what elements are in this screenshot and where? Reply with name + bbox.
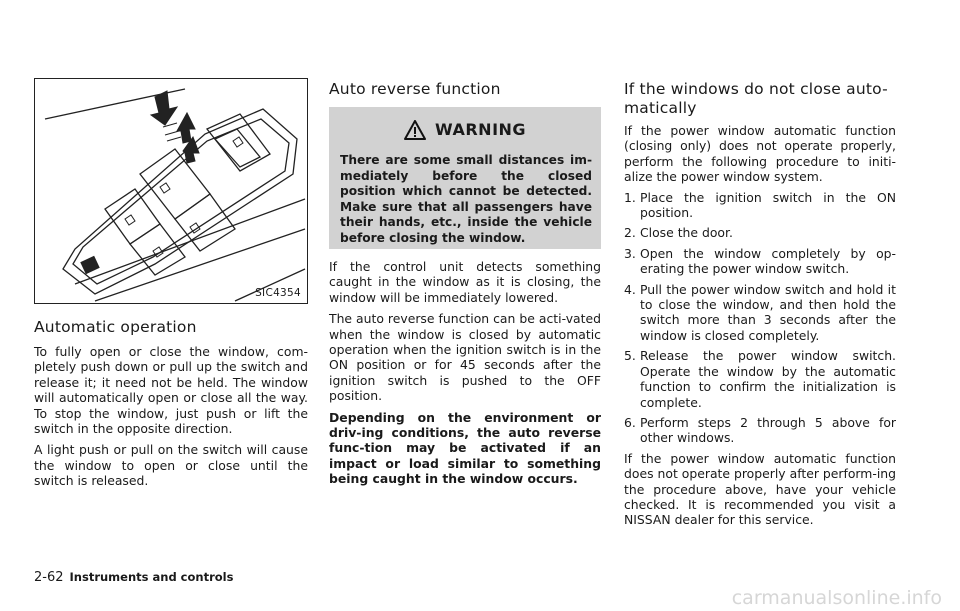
page-footer	[34, 570, 233, 585]
page-number: 2-62	[34, 570, 64, 585]
step-item: 6. Perform steps 2 through 5 above for other windows.	[624, 414, 896, 446]
paragraph: If the power window automatic function (closing only) does not operate properly, perform the following procedure to initi-alize the power window system.	[624, 123, 896, 185]
procedure-steps	[624, 190, 896, 446]
figure-code: SIC4354	[255, 287, 301, 299]
window-switch-drawing	[35, 79, 308, 304]
paragraph: A light push or pull on the switch will cause the window to open or close until the switch is released.	[34, 442, 308, 489]
step-item: 3. Open the window completely by op-erating the power window switch.	[624, 245, 896, 277]
watermark: carmanualsonline.info	[731, 587, 942, 609]
step-item: 2. Close the door.	[624, 225, 733, 241]
paragraph: If the power window automatic function does not operate properly after perform-ing the procedure above, have your vehicle checked. It is recommended you visit a NISSAN dealer for this service.	[624, 450, 896, 528]
middle-column	[329, 259, 601, 487]
heading-windows-not-close: If the windows do not close auto-matically	[624, 80, 888, 117]
heading-automatic-operation: Automatic operation	[34, 318, 197, 336]
paragraph: To fully open or close the window, com-pletely push down or pull up the switch and release it; it need not be held. The window will automatically open or close all the way. To stop the window, just push or lift the switch in the opposite direction.	[34, 344, 308, 437]
step-item: 5. Release the power window switch. Operate the window by the automatic function to confirm the initialization is complete.	[624, 348, 896, 410]
paragraph-bold: Depending on the environment or driv-ing conditions, the auto reverse func-tion may be activated if an impact or load similar to something being caught in the window occurs.	[329, 409, 601, 487]
warning-box	[329, 107, 601, 249]
warning-text: There are some small distances im-mediately before the closed position which cannot be detected. Make sure that all passengers have their hands, etc., inside the vehicle before closing the window.	[340, 153, 592, 245]
middle-column-heading-wrap	[329, 80, 601, 98]
step-item: 1. Place the ignition switch in the ON position.	[624, 189, 896, 221]
right-column	[624, 80, 896, 528]
step-item: 4. Pull the power window switch and hold it to close the window, and then hold the switch more than 3 seconds after the window is closed completely.	[624, 281, 896, 343]
left-column	[34, 318, 308, 489]
section-name: Instruments and controls	[69, 570, 234, 584]
heading-auto-reverse: Auto reverse function	[329, 80, 501, 98]
warning-icon	[404, 120, 426, 140]
warning-header	[329, 119, 601, 140]
paragraph: The auto reverse function can be acti-vated when the window is closed by automatic operation when the ignition switch is in the ON position or for 45 seconds after the ignition switch is pushed to the OFF position.	[329, 311, 601, 404]
window-switch-illustration	[34, 78, 308, 304]
warning-title: WARNING	[435, 120, 527, 139]
paragraph: If the control unit detects something caught in the window as it is closing, the window will be immediately lowered.	[329, 259, 601, 305]
